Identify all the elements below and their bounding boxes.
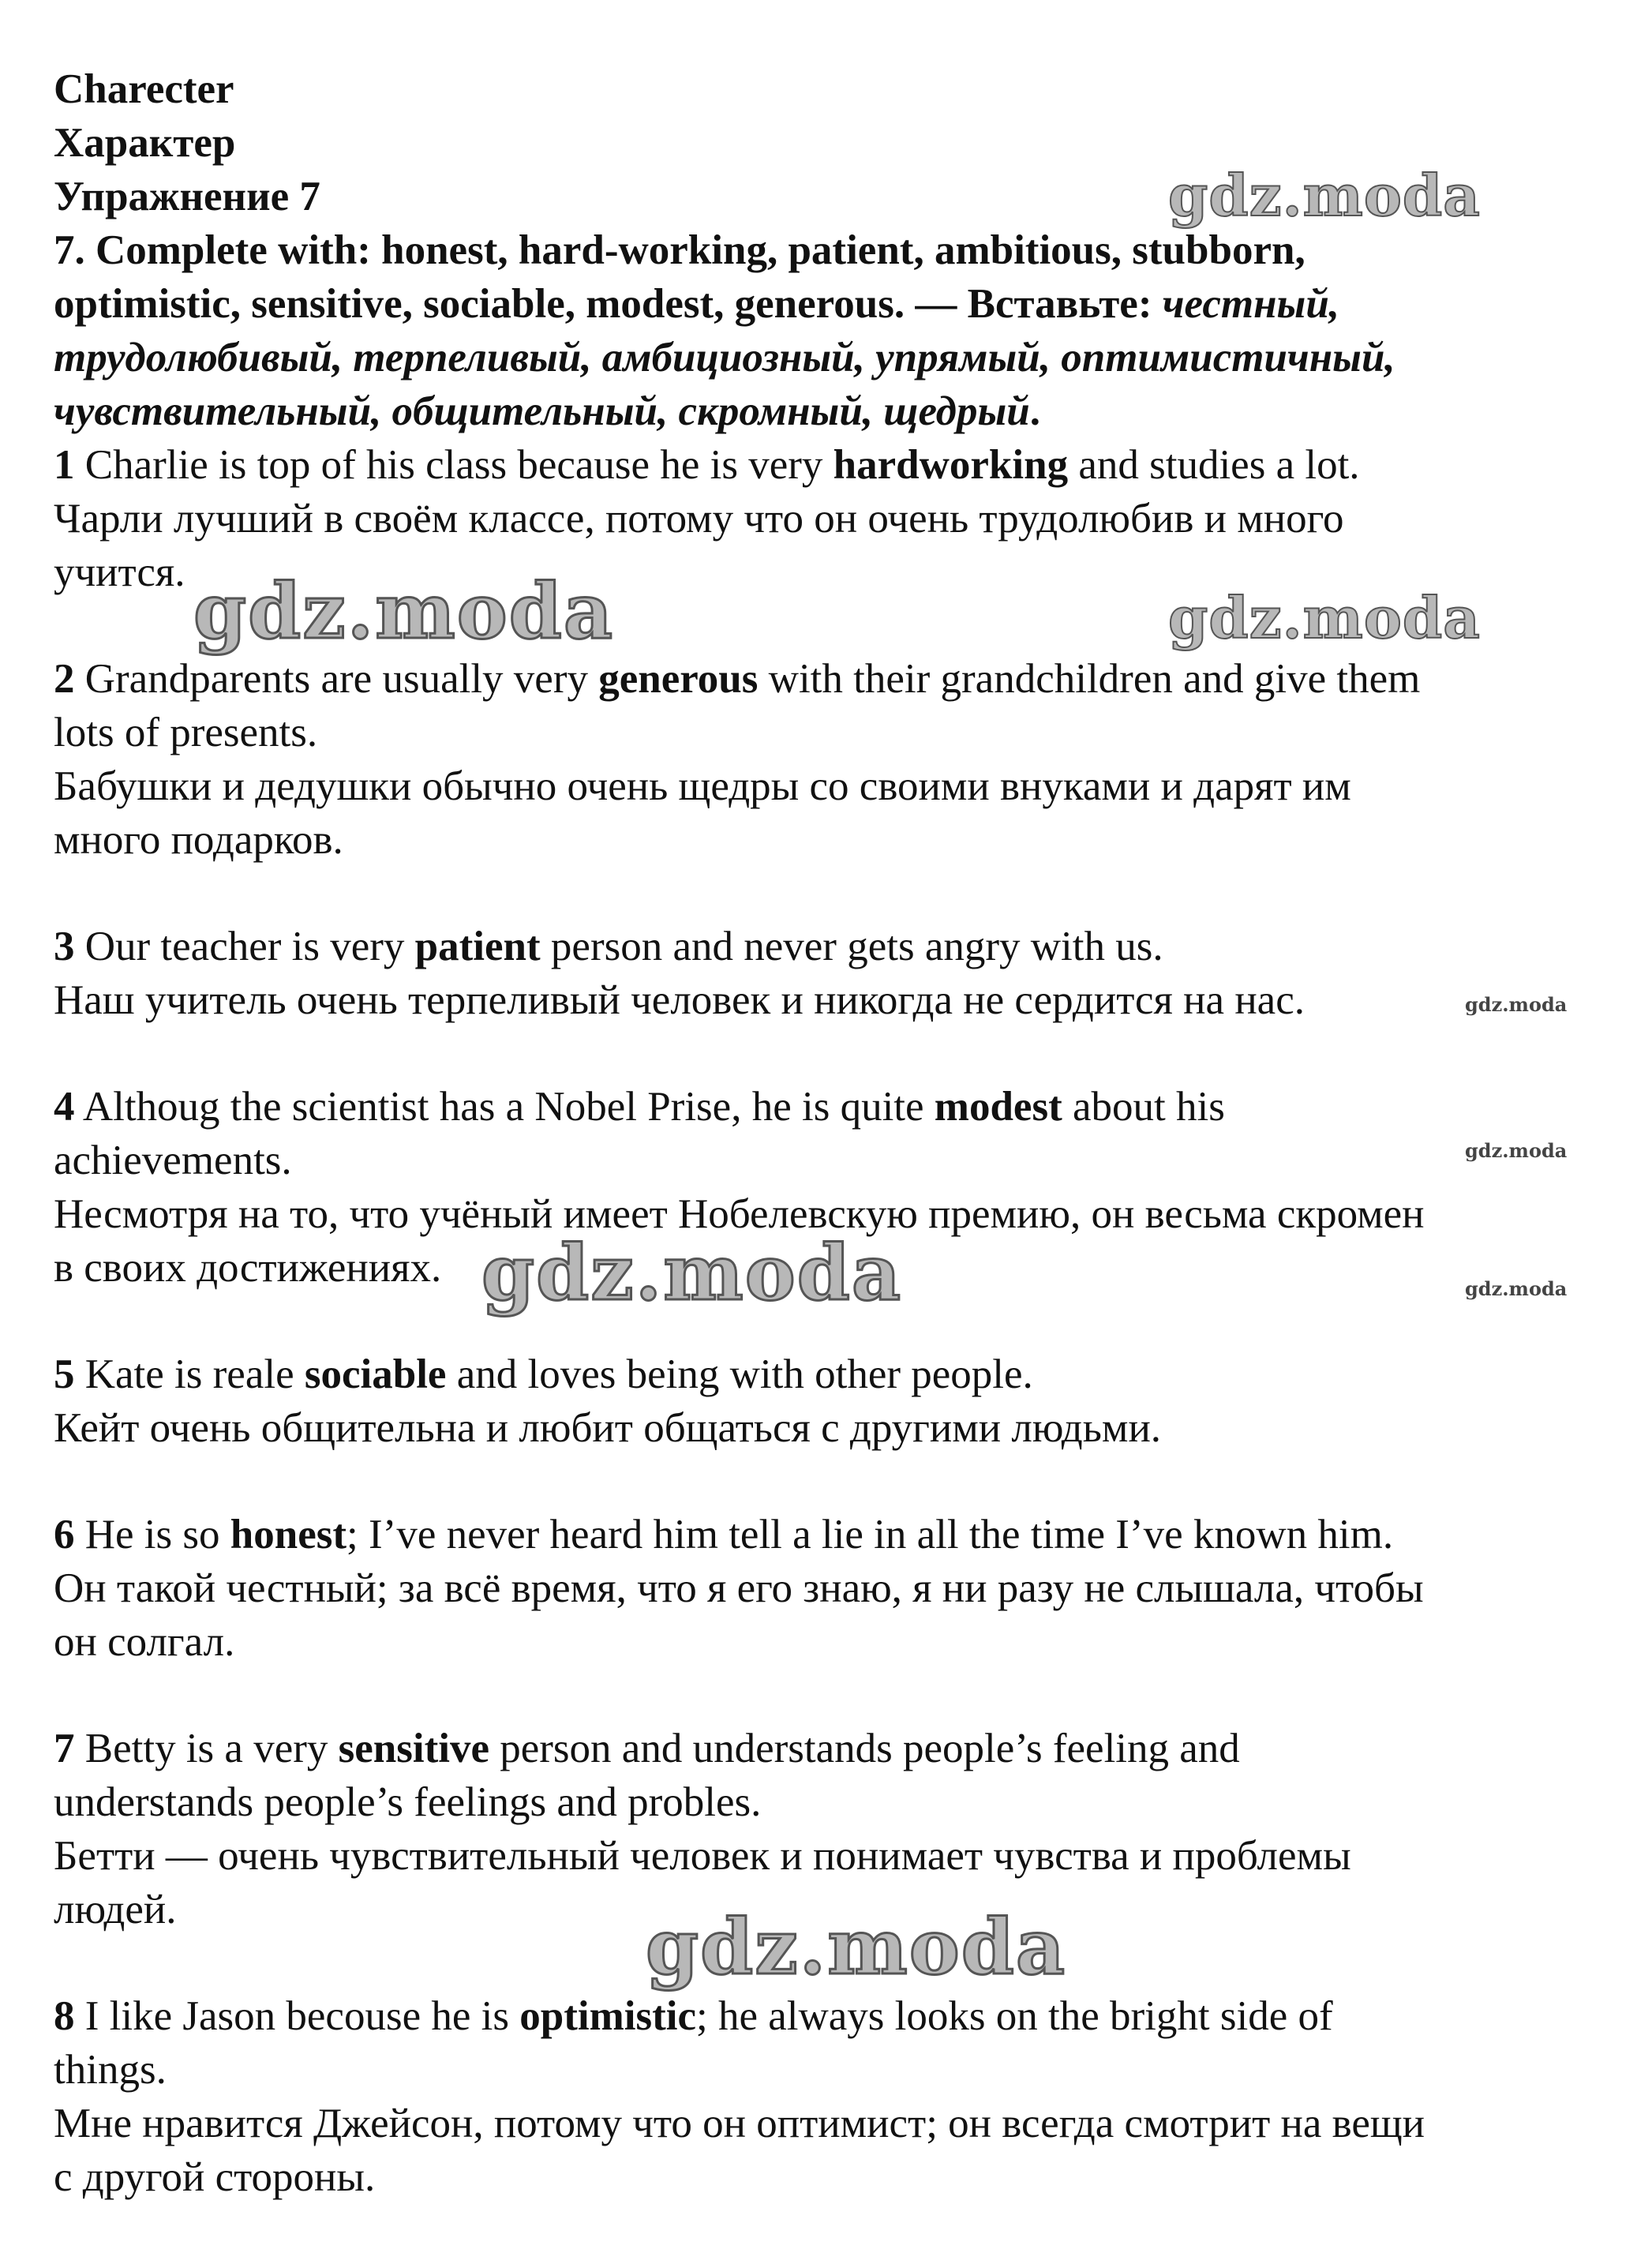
item-7-english bbox=[54, 1728, 1240, 1770]
item-text: Charlie is top of his class because he is very bbox=[74, 442, 833, 488]
item-number: 3 bbox=[54, 924, 75, 969]
item-2-russian-2: много подарков. bbox=[54, 817, 343, 863]
item-number: 5 bbox=[54, 1351, 75, 1397]
item-text: Betty is a very bbox=[74, 1726, 339, 1771]
item-2-russian-1: Бабушки и дедушки обычно очень щедры со своими внуками и дарят им bbox=[54, 763, 1351, 809]
item-4-russian-2: в своих достижениях. bbox=[54, 1245, 442, 1291]
item-number: 4 bbox=[54, 1084, 75, 1130]
exercise-number: Упражнение 7 bbox=[54, 174, 320, 219]
item-text: and studies a lot. bbox=[1068, 442, 1360, 488]
item-text: ; I’ve never heard him tell a lie in all the time I’ve known him. bbox=[347, 1512, 1394, 1557]
item-text: ; he always looks on the bright side of bbox=[695, 1993, 1333, 2039]
watermark: gdz.moda bbox=[1465, 993, 1568, 1016]
item-4-russian-1: Несмотря на то, что учёный имеет Нобелевскую премию, он весьма скромен bbox=[54, 1191, 1425, 1237]
item-4-english-2: achievements. bbox=[54, 1138, 292, 1183]
item-5-english bbox=[54, 1351, 1033, 1397]
item-text: person and never gets angry with us. bbox=[540, 924, 1163, 969]
answer-word: patient bbox=[414, 924, 541, 969]
instruction-line-4-end: . bbox=[1029, 388, 1040, 434]
answer-word: honest bbox=[230, 1512, 347, 1557]
item-text: Kate is reale bbox=[74, 1351, 305, 1397]
item-4-english bbox=[54, 1086, 1225, 1128]
item-6-russian-2: он солгал. bbox=[54, 1619, 235, 1665]
instruction-line-4-italic: чувствительный, общительный, скромный, щедрый bbox=[54, 388, 1030, 434]
item-text: I like Jason becouse he is bbox=[74, 1993, 520, 2039]
title-russian: Характер bbox=[54, 120, 236, 166]
answer-word: generous bbox=[598, 656, 759, 702]
item-3-english bbox=[54, 926, 1163, 968]
item-2-english-2: lots of presents. bbox=[54, 710, 318, 755]
item-text: He is so bbox=[74, 1512, 230, 1557]
answer-word: sociable bbox=[304, 1351, 447, 1397]
instruction-line-3: трудолюбивый, терпеливый, амбициозный, упрямый, оптимистичный, bbox=[54, 335, 1395, 380]
answer-word: modest bbox=[934, 1084, 1062, 1130]
item-8-english-2: things. bbox=[54, 2047, 167, 2093]
item-1-russian-2: учится. bbox=[54, 549, 185, 595]
item-text: with their grandchildren and give them bbox=[758, 656, 1421, 702]
item-8-russian-2: с другой стороны. bbox=[54, 2154, 376, 2200]
item-number: 2 bbox=[54, 656, 75, 702]
watermark: gdz.moda bbox=[193, 567, 615, 656]
item-text: and loves being with other people. bbox=[446, 1351, 1033, 1397]
instruction-line-2 bbox=[54, 283, 1339, 325]
watermark: gdz.moda bbox=[1168, 584, 1481, 651]
item-text: Grandparents are usually very bbox=[74, 656, 599, 702]
watermark: gdz.moda bbox=[646, 1902, 1067, 1992]
item-6-english bbox=[54, 1514, 1393, 1556]
item-7-russian-1: Бетти — очень чувствительный человек и понимает чувства и проблемы bbox=[54, 1833, 1351, 1879]
item-3-russian-1: Наш учитель очень терпеливый человек и никогда не сердится на нас. bbox=[54, 977, 1305, 1023]
item-1-russian-1: Чарли лучший в своём классе, потому что он очень трудолюбив и много bbox=[54, 496, 1344, 542]
title-english: Charecter bbox=[54, 66, 234, 112]
item-6-russian-1: Он такой честный; за всё время, что я его знаю, я ни разу не слышала, чтобы bbox=[54, 1565, 1424, 1611]
answer-word: sensitive bbox=[338, 1726, 489, 1771]
item-7-english-2: understands people’s feelings and probles. bbox=[54, 1779, 762, 1825]
item-text: person and understands people’s feeling and bbox=[489, 1726, 1240, 1771]
item-text: Althoug the scientist has a Nobel Prise, he is quite bbox=[74, 1084, 935, 1130]
watermark: gdz.moda bbox=[481, 1228, 903, 1318]
item-text: Our teacher is very bbox=[74, 924, 415, 969]
watermark: gdz.moda bbox=[1465, 1277, 1568, 1300]
item-number: 6 bbox=[54, 1512, 75, 1557]
instruction-line-2-bold: optimistic, sensitive, sociable, modest, generous. — Вставьте: bbox=[54, 281, 1163, 327]
instruction-line-1: 7. Complete with: honest, hard-working, patient, ambitious, stubborn, bbox=[54, 227, 1305, 273]
item-number: 1 bbox=[54, 442, 75, 488]
item-5-russian-1: Кейт очень общительна и любит общаться с другими людьми. bbox=[54, 1405, 1162, 1451]
item-2-english bbox=[54, 658, 1420, 700]
answer-word: optimistic bbox=[519, 1993, 696, 2039]
item-7-russian-2: людей. bbox=[54, 1887, 177, 1932]
item-number: 7 bbox=[54, 1726, 75, 1771]
item-text: about his bbox=[1062, 1084, 1225, 1130]
item-number: 8 bbox=[54, 1993, 75, 2039]
watermark: gdz.moda bbox=[1168, 162, 1481, 229]
item-8-russian-1: Мне нравится Джейсон, потому что он оптимист; он всегда смотрит на вещи bbox=[54, 2101, 1425, 2146]
instruction-line-4 bbox=[54, 388, 1040, 434]
item-8-english bbox=[54, 1993, 1333, 2039]
instruction-line-2-italic: честный, bbox=[1162, 281, 1340, 327]
watermark: gdz.moda bbox=[1465, 1139, 1568, 1162]
answer-word: hardworking bbox=[833, 442, 1069, 488]
item-1-english bbox=[54, 444, 1360, 486]
